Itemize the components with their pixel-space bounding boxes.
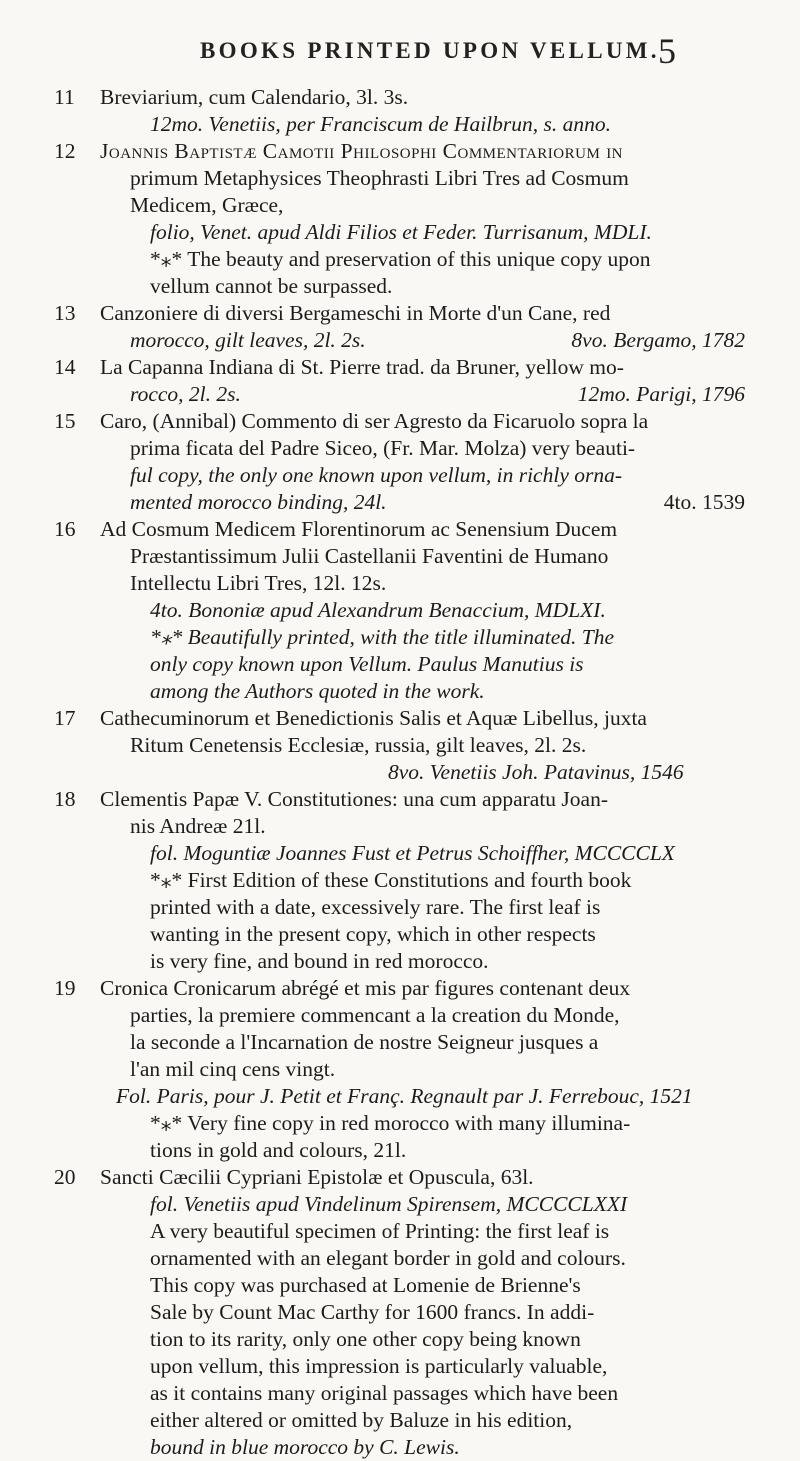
entry-note: upon vellum, this impression is particularly valuable,: [150, 1354, 608, 1378]
entry-line: l'an mil cinq cens vingt.: [130, 1057, 336, 1081]
entry-imprint: 4to. Bononiæ apud Alexandrum Benaccium, MDLXI.: [150, 598, 606, 622]
entry-note: wanting in the present copy, which in other respects: [150, 922, 596, 946]
entry-text: Canzoniere di diversi Bergameschi in Morte d'un Cane, red: [100, 301, 611, 325]
entry-note: *⁎* The beauty and preservation of this unique copy upon: [150, 247, 651, 271]
page-number: 5: [658, 31, 676, 71]
entry-number: 15: [54, 409, 76, 433]
entry-note: bound in blue morocco by C. Lewis.: [150, 1435, 460, 1459]
catalogue-entry-17: [0, 705, 800, 786]
catalogue-entry-18: [0, 786, 800, 975]
entry-note: tions in gold and colours, 21l.: [150, 1138, 407, 1162]
entry-text: Joannis Baptistæ Camotii Philosophi Commentariorum in: [100, 139, 624, 163]
catalogue-entries: [0, 84, 800, 1461]
entry-line: nis Andreæ 21l.: [130, 814, 266, 838]
entry-line: Ritum Cenetensis Ecclesiæ, russia, gilt leaves, 2l. 2s.: [130, 733, 587, 757]
entry-number: 12: [54, 139, 76, 163]
entry-note: printed with a date, excessively rare. The first leaf is: [150, 895, 601, 919]
entry-note: ornamented with an elegant border in gold and colours.: [150, 1246, 626, 1270]
entry-line: rocco, 2l. 2s. 12mo. Parigi, 1796: [130, 382, 745, 406]
entry-imprint: fol. Moguntiæ Joannes Fust et Petrus Schoiffher, MCCCCLX: [150, 841, 675, 865]
catalogue-entry-16: [0, 516, 800, 705]
entry-line: Intellectu Libri Tres, 12l. 12s.: [130, 571, 387, 595]
entry-number: 16: [54, 517, 76, 541]
catalogue-entry-13: [0, 300, 800, 354]
catalogue-entry-12: [0, 138, 800, 300]
entry-line: [0, 84, 800, 111]
entry-text: Caro, (Annibal) Commento di ser Agresto da Ficaruolo sopra la: [100, 409, 649, 433]
entry-imprint: Fol. Paris, pour J. Petit et Franç. Regnault par J. Ferrebouc, 1521: [116, 1084, 693, 1108]
entry-text: Sancti Cæcilii Cypriani Epistolæ et Opuscula, 63l.: [100, 1165, 534, 1189]
catalogue-entry-11: [0, 84, 800, 138]
entry-number: 19: [54, 976, 76, 1000]
entry-note: vellum cannot be surpassed.: [150, 274, 393, 298]
entry-line: [0, 300, 800, 327]
entry-line: Medicem, Græce,: [130, 193, 284, 217]
entry-text: Cronica Cronicarum abrégé et mis par figures contenant deux: [100, 976, 631, 1000]
entry-line: [0, 408, 800, 435]
entry-text: La Capanna Indiana di St. Pierre trad. da Bruner, yellow mo-: [100, 355, 624, 379]
entry-imprint: 12mo. Venetiis, per Franciscum de Hailbrun, s. anno.: [150, 112, 612, 136]
entry-number: 18: [54, 787, 76, 811]
entry-number: 17: [54, 706, 76, 730]
entry-imprint: 8vo. Venetiis Joh. Patavinus, 1546: [388, 760, 684, 784]
entry-note: either altered or omitted by Baluze in his edition,: [150, 1408, 573, 1432]
entry-line: [0, 786, 800, 813]
entry-line: [0, 516, 800, 543]
catalogue-entry-20: [0, 1164, 800, 1461]
catalogue-entry-15: [0, 408, 800, 516]
catalogue-entry-14: [0, 354, 800, 408]
entry-note: *⁎* Beautifully printed, with the title illuminated. The: [150, 625, 614, 649]
entry-note: Sale by Count Mac Carthy for 1600 francs. In addi-: [150, 1300, 595, 1324]
running-title: BOOKS PRINTED UPON VELLUM.: [200, 38, 660, 63]
entry-line: [0, 705, 800, 732]
entry-line: [0, 138, 800, 165]
entry-line: ful copy, the only one known upon vellum, in richly orna-: [130, 463, 623, 487]
entry-note: tion to its rarity, only one other copy being known: [150, 1327, 581, 1351]
entry-note: This copy was purchased at Lomenie de Brienne's: [150, 1273, 581, 1297]
entry-line: [0, 1164, 800, 1191]
entry-text: Clementis Papæ V. Constitutiones: una cum apparatu Joan-: [100, 787, 608, 811]
entry-imprint: 4to. 1539: [663, 490, 745, 514]
running-head: [0, 31, 800, 78]
entry-note: A very beautiful specimen of Printing: the first leaf is: [150, 1219, 610, 1243]
entry-text: Ad Cosmum Medicem Florentinorum ac Senensium Ducem: [100, 517, 618, 541]
entry-note: as it contains many original passages which have been: [150, 1381, 619, 1405]
entry-imprint: folio, Venet. apud Aldi Filios et Feder. Turrisanum, MDLI.: [150, 220, 652, 244]
entry-note: *⁎* Very fine copy in red morocco with many illumina-: [150, 1111, 631, 1135]
entry-line: mented morocco binding, 24l. 4to. 1539: [130, 490, 745, 514]
entry-line: [0, 354, 800, 381]
entry-line: prima ficata del Padre Siceo, (Fr. Mar. Molza) very beauti-: [130, 436, 636, 460]
entry-note: only copy known upon Vellum. Paulus Manutius is: [150, 652, 584, 676]
entry-line: la seconde a l'Incarnation de nostre Seigneur jusques a: [130, 1030, 599, 1054]
entry-imprint: 8vo. Bergamo, 1782: [571, 328, 745, 352]
entry-imprint: 12mo. Parigi, 1796: [577, 382, 745, 406]
catalogue-entry-19: [0, 975, 800, 1164]
entry-number: 14: [54, 355, 76, 379]
entry-imprint: fol. Venetiis apud Vindelinum Spirensem, MCCCCLXXI: [150, 1192, 628, 1216]
entry-number: 20: [54, 1165, 76, 1189]
entry-note: among the Authors quoted in the work.: [150, 679, 485, 703]
entry-note: is very fine, and bound in red morocco.: [150, 949, 489, 973]
entry-number: 11: [54, 85, 75, 109]
entry-line: morocco, gilt leaves, 2l. 2s. 8vo. Bergamo, 1782: [130, 328, 745, 352]
entry-line: primum Metaphysices Theophrasti Libri Tres ad Cosmum: [130, 166, 629, 190]
entry-text: Cathecuminorum et Benedictionis Salis et Aquæ Libellus, juxta: [100, 706, 647, 730]
entry-line: parties, la premiere commencant a la creation du Monde,: [130, 1003, 620, 1027]
entry-line: Præstantissimum Julii Castellanii Faventini de Humano: [130, 544, 609, 568]
entry-line: [0, 975, 800, 1002]
entry-text: Breviarium, cum Calendario, 3l. 3s.: [100, 85, 409, 109]
entry-note: *⁎* First Edition of these Constitutions and fourth book: [150, 868, 632, 892]
entry-number: 13: [54, 301, 76, 325]
